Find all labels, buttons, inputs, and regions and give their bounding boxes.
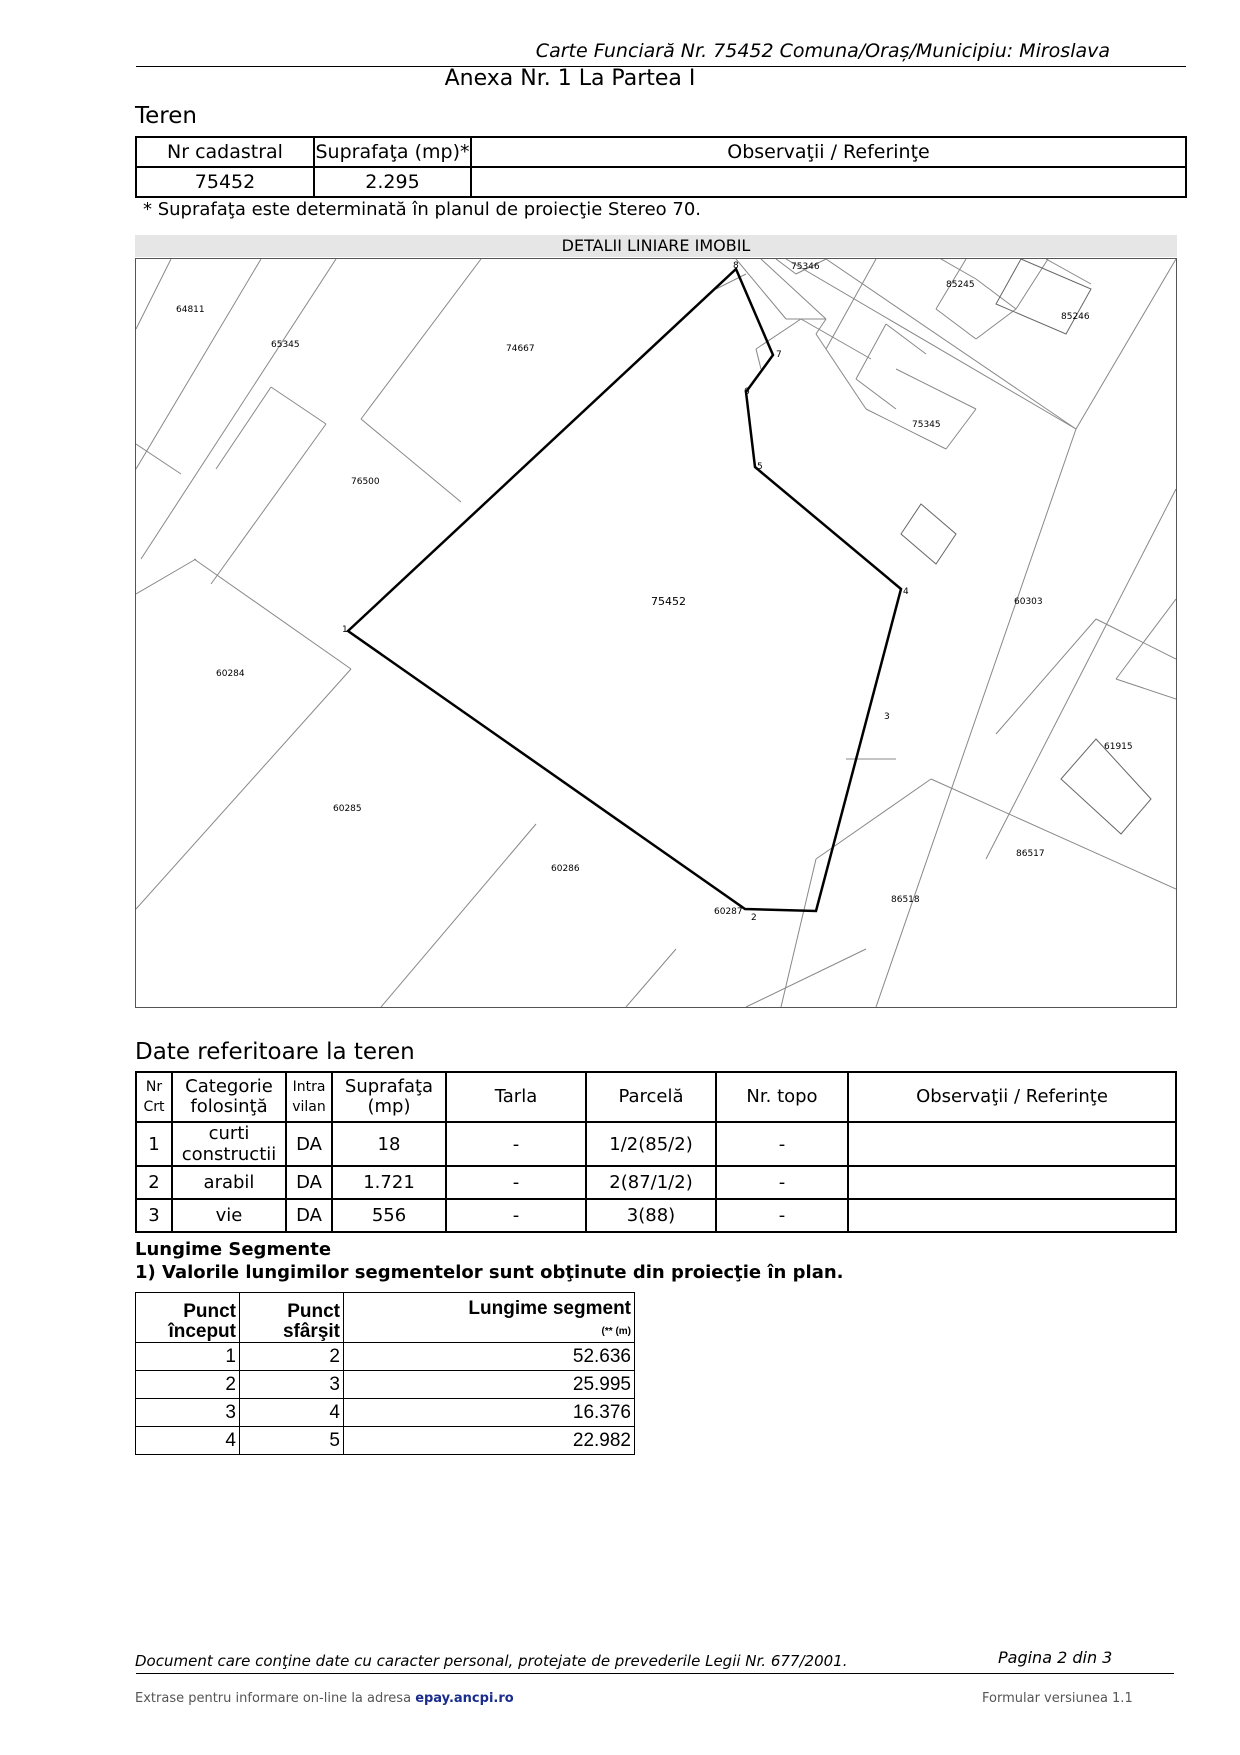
cell-end: 4 — [240, 1399, 344, 1427]
date-teren-heading: Date referitoare la teren — [135, 1039, 415, 1065]
teren-heading: Teren — [135, 103, 197, 129]
cell-suprafata: 18 — [332, 1122, 446, 1166]
cell-parcela: 2(87/1/2) — [586, 1166, 716, 1199]
col-nr-topo: Nr. topo — [716, 1072, 848, 1122]
segments-table — [135, 1292, 635, 1455]
cell-length: 22.982 — [344, 1427, 635, 1455]
cell-categorie: curti constructii — [172, 1122, 286, 1166]
extract-link[interactable]: epay.ancpi.ro — [415, 1691, 514, 1706]
cell-observatii — [848, 1199, 1176, 1232]
table-row — [136, 1343, 635, 1371]
parcel-label: 60303 — [1014, 597, 1043, 607]
point-label: 4 — [903, 587, 909, 597]
cell-intravilan: DA — [286, 1199, 332, 1232]
cell-start: 4 — [136, 1427, 240, 1455]
parcel-label: 64811 — [176, 305, 205, 315]
col-intravilan: Intra vilan — [286, 1072, 332, 1122]
cell-observatii — [848, 1122, 1176, 1166]
cell-nr: 2 — [136, 1166, 172, 1199]
parcel-label: 65345 — [271, 340, 300, 350]
cadastral-map — [135, 258, 1177, 1008]
parcel-label: 60284 — [216, 669, 245, 679]
point-label: 8 — [733, 261, 739, 271]
col-punct-inceput: Punct început — [136, 1293, 240, 1343]
teren-table — [135, 136, 1187, 198]
table-row — [136, 1399, 635, 1427]
cell-suprafata: 2.295 — [314, 167, 471, 197]
table-row — [136, 1166, 1176, 1199]
point-label: 5 — [757, 462, 763, 472]
col-lungime — [344, 1293, 635, 1343]
point-label: 7 — [776, 350, 782, 360]
cell-suprafata: 556 — [332, 1199, 446, 1232]
cell-length: 52.636 — [344, 1343, 635, 1371]
col-observatii: Observaţii / Referinţe — [848, 1072, 1176, 1122]
cell-length: 25.995 — [344, 1371, 635, 1399]
col-parcela: Parcelă — [586, 1072, 716, 1122]
cell-observatii — [471, 167, 1186, 197]
col-punct-sfarsit: Punct sfârşit — [240, 1293, 344, 1343]
cell-intravilan: DA — [286, 1166, 332, 1199]
page-number: Pagina 2 din 3 — [998, 1648, 1113, 1667]
map-caption: DETALII LINIARE IMOBIL — [135, 235, 1177, 257]
form-version: Formular versiunea 1.1 — [982, 1691, 1133, 1706]
cell-nr: 1 — [136, 1122, 172, 1166]
main-parcel-label: 75452 — [651, 595, 686, 608]
parcel-label: 75345 — [912, 420, 941, 430]
document-header-title: Carte Funciară Nr. 75452 Comuna/Oraș/Municipiu: Miroslava — [535, 40, 1110, 62]
point-label: 1 — [342, 625, 348, 635]
cell-parcela: 1/2(85/2) — [586, 1122, 716, 1166]
extract-prefix: Extrase pentru informare on-line la adresa — [135, 1691, 412, 1706]
cadastral-map-svg — [136, 259, 1176, 1007]
parcel-label: 60285 — [333, 804, 362, 814]
col-observatii: Observaţii / Referinţe — [471, 137, 1186, 167]
date-teren-table — [135, 1071, 1177, 1233]
cell-categorie: arabil — [172, 1166, 286, 1199]
cell-start: 1 — [136, 1343, 240, 1371]
table-row — [136, 1427, 635, 1455]
cell-end: 2 — [240, 1343, 344, 1371]
cell-end: 5 — [240, 1427, 344, 1455]
cell-tarla: - — [446, 1122, 586, 1166]
cell-start: 3 — [136, 1399, 240, 1427]
boundary-point-labels — [342, 261, 909, 923]
cell-suprafata: 1.721 — [332, 1166, 446, 1199]
col-nr-cadastral: Nr cadastral — [136, 137, 314, 167]
neighbor-parcel-lines — [136, 259, 1176, 1007]
annex-title: Anexa Nr. 1 La Partea I — [444, 66, 696, 91]
footer-divider — [136, 1673, 1174, 1674]
parcel-label: 75346 — [791, 262, 820, 272]
cell-categorie: vie — [172, 1199, 286, 1232]
parcel-label: 86517 — [1016, 849, 1045, 859]
projection-note: * Suprafaţa este determinată în planul de proiecţie Stereo 70. — [143, 199, 702, 220]
cell-parcela: 3(88) — [586, 1199, 716, 1232]
col-categorie: Categorie folosinţă — [172, 1072, 286, 1122]
point-label: 2 — [751, 913, 757, 923]
segments-subheading: 1) Valorile lungimilor segmentelor sunt obţinute din proiecţie în plan. — [135, 1262, 844, 1283]
parcel-label: 60286 — [551, 864, 580, 874]
parcel-label: 76500 — [351, 477, 380, 487]
col-nr-crt: Nr Crt — [136, 1072, 172, 1122]
cell-nr-topo: - — [716, 1122, 848, 1166]
cell-tarla: - — [446, 1166, 586, 1199]
cell-nr-cadastral: 75452 — [136, 167, 314, 197]
point-label: 3 — [884, 712, 890, 722]
col-lungime-unit: (** (m) — [601, 1326, 631, 1337]
segments-heading: Lungime Segmente — [135, 1239, 332, 1260]
parcel-label: 60287 — [714, 907, 743, 917]
col-tarla: Tarla — [446, 1072, 586, 1122]
parcel-label: 61915 — [1104, 742, 1133, 752]
parcel-label: 74667 — [506, 344, 535, 354]
parcel-label: 85245 — [946, 280, 975, 290]
cell-nr: 3 — [136, 1199, 172, 1232]
extract-info — [135, 1691, 514, 1706]
point-label: 6 — [744, 387, 750, 397]
cell-intravilan: DA — [286, 1122, 332, 1166]
parcel-label: 85246 — [1061, 312, 1090, 322]
main-parcel-boundary — [348, 269, 901, 911]
legal-notice: Document care conţine date cu caracter personal, protejate de prevederile Legii Nr. 677/2001. — [135, 1652, 848, 1670]
cell-end: 3 — [240, 1371, 344, 1399]
col-lungime-title: Lungime segment — [468, 1298, 631, 1319]
cell-nr-topo: - — [716, 1166, 848, 1199]
table-row — [136, 1199, 1176, 1232]
cell-tarla: - — [446, 1199, 586, 1232]
cell-start: 2 — [136, 1371, 240, 1399]
table-row — [136, 1122, 1176, 1166]
parcel-labels — [176, 262, 1133, 917]
parcel-label: 86518 — [891, 895, 920, 905]
table-row — [136, 1371, 635, 1399]
cell-length: 16.376 — [344, 1399, 635, 1427]
col-suprafata: Suprafaţa (mp) — [332, 1072, 446, 1122]
cell-observatii — [848, 1166, 1176, 1199]
col-suprafata: Suprafaţa (mp)* — [314, 137, 471, 167]
cell-nr-topo: - — [716, 1199, 848, 1232]
